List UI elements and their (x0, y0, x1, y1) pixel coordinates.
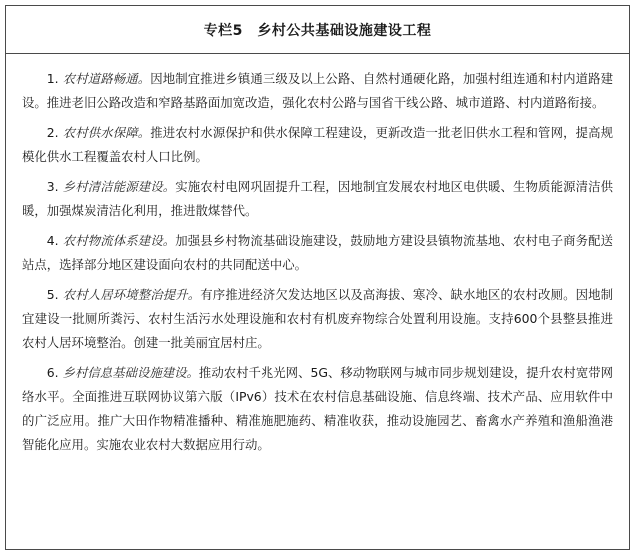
item-number: 3. (46, 179, 59, 194)
item-number: 5. (46, 287, 59, 302)
item-lead: 乡村信息基础设施建设。 (62, 365, 199, 380)
content-body (6, 54, 629, 457)
item-text: 加强县乡村物流基础设施建设，鼓励地方建设县镇物流基地、农村电子商务配送站点，选择部分地区建设面向农村的共同配送中心。 (22, 233, 613, 272)
item-number: 1. (46, 71, 59, 86)
item-energy (22, 175, 613, 223)
item-number: 2. (46, 125, 59, 140)
item-text: 推动农村千兆光网、5G、移动物联网与城市同步规划建设，提升农村宽带网络水平。全面推进互联网协议第六版（IPv6）技术在农村信息基础设施、信息终端、技术产品、应用软件中的广泛应用。推广大田作物精准播种、精准施肥施药、精准收获，推动设施园艺、畜禽水产养殖和渔船渔港智能化应用。实施农业农村大数据应用行动。 (22, 365, 614, 452)
column-title: 专栏5 乡村公共基础设施建设工程 (203, 22, 432, 39)
item-lead: 农村供水保障。 (62, 125, 151, 140)
item-text: 有序推进经济欠发达地区以及高海拔、寒冷、缺水地区的农村改厕。因地制宜建设一批厕所粪污、农村生活污水处理设施和农村有机废弃物综合处置利用设施。支持600个县整县推进农村人居环境整治。创建一批美丽宜居村庄。 (22, 287, 613, 350)
item-text: 因地制宜推进乡镇通三级及以上公路、自然村通硬化路，加强村组连通和村内道路建设。推进老旧公路改造和窄路基路面加宽改造，强化农村公路与国省干线公路、城市道路、村内道路衔接。 (22, 71, 614, 110)
item-number: 4. (46, 233, 59, 248)
title-row (6, 6, 629, 54)
item-road (22, 67, 613, 115)
item-environment (22, 283, 613, 355)
item-lead: 农村人居环境整治提升。 (62, 287, 201, 302)
item-lead: 农村道路畅通。 (62, 71, 151, 86)
item-text: 推进农村水源保护和供水保障工程建设，更新改造一批老旧供水工程和管网，提高规模化供水工程覆盖农村人口比例。 (22, 125, 614, 164)
item-lead: 乡村清洁能源建设。 (62, 179, 176, 194)
item-logistics (22, 229, 613, 277)
item-lead: 农村物流体系建设。 (62, 233, 176, 248)
item-text: 实施农村电网巩固提升工程，因地制宜发展农村地区电供暖、生物质能源清洁供暖，加强煤炭清洁化利用，推进散煤替代。 (22, 179, 613, 218)
item-information (22, 361, 613, 457)
column-box (5, 5, 630, 550)
item-water (22, 121, 613, 169)
item-number: 6. (46, 365, 59, 380)
